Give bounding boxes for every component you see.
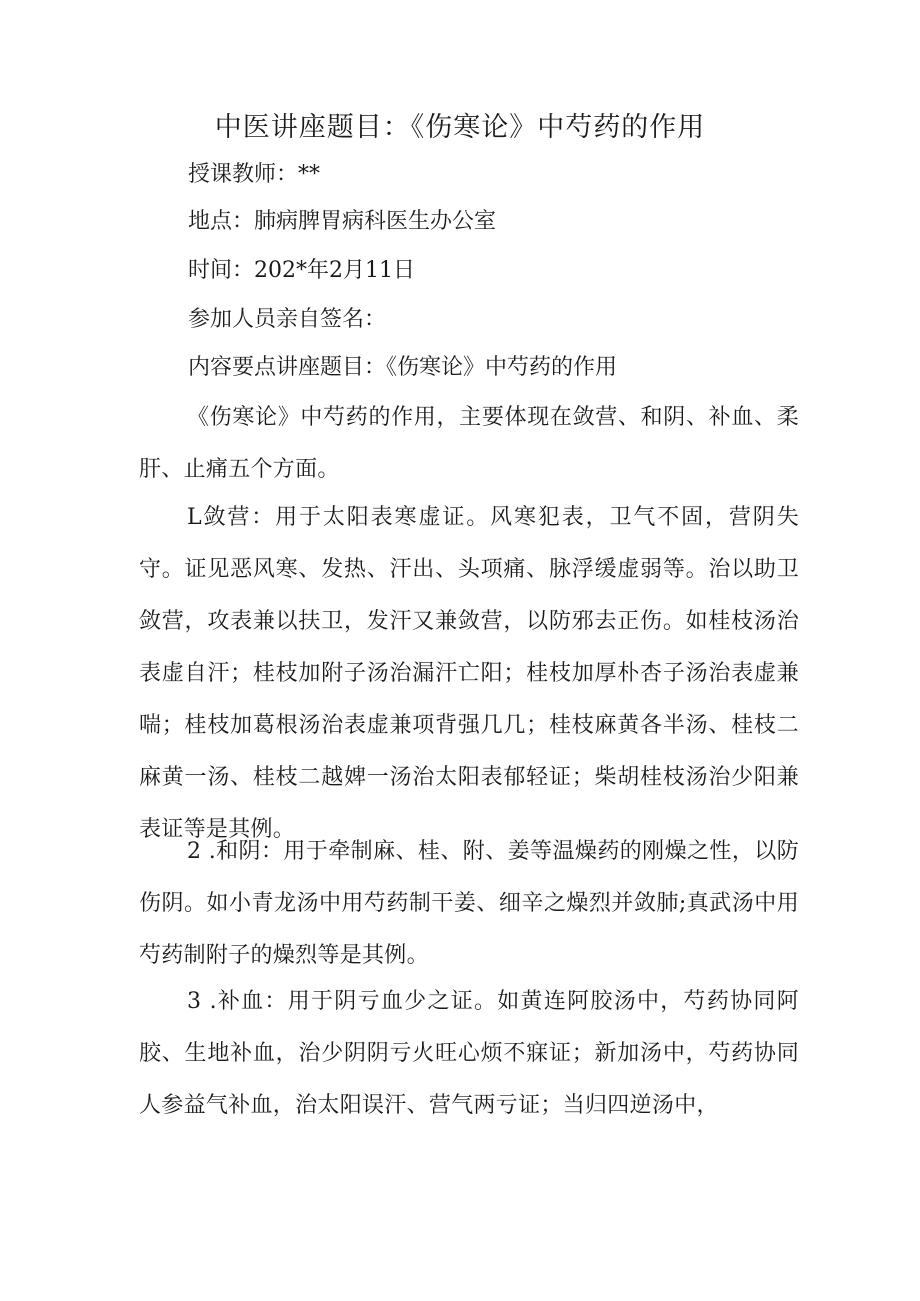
time-line: 时间：202*年2月11日 xyxy=(188,258,415,283)
paragraph-buxue: 3 .补血：用于阴亏血少之证。如黄连阿胶汤中，芍药协同阿胶、生地补血，治少阴阴亏火旺心烦不寐证；新加汤中，芍药协同人参益气补血，治太阳误汗、营气两亏证；当归四逆汤中， xyxy=(139,989,799,1118)
teacher-line: 授课教师：** xyxy=(188,162,321,187)
summary-line: 内容要点讲座题目：《伤寒论》中芍药的作用 xyxy=(188,355,618,380)
document-title: 中医讲座题目：《伤寒论》中芍药的作用 xyxy=(214,112,706,143)
attendees-line: 参加人员亲自签名： xyxy=(188,307,387,332)
paragraph-lianying: L敛营：用于太阳表寒虚证。风寒犯表，卫气不固，营阴失守。证见恶风寒、发热、汗出、头项痛、脉浮缓虚弱等。治以助卫敛营，攻表兼以扶卫，发汗又兼敛营，以防邪去正伤。如桂枝汤治表虚自汗；桂枝加附子汤治漏汗亡阳；桂枝加厚朴杏子汤治表虚兼喘；桂枝加葛根汤治表虚兼项背强几几；桂枝麻黄各半汤、桂枝二麻黄一汤、桂枝二越婢一汤治太阳表郁轻证；柴胡桂枝汤治少阳兼表证等是其例。 xyxy=(139,505,799,842)
paragraph-heyin: 2 .和阴：用于牵制麻、桂、附、姜等温燥药的刚燥之性，以防伤阴。如小青龙汤中用芍药制干姜、细辛之燥烈并敛肺;真武汤中用芍药制附子的燥烈等是其例。 xyxy=(139,839,799,968)
paragraph-intro: 《伤寒论》中芍药的作用，主要体现在敛营、和阴、补血、柔肝、止痛五个方面。 xyxy=(139,405,799,482)
location-line: 地点：肺病脾胃病科医生办公室 xyxy=(188,209,497,234)
